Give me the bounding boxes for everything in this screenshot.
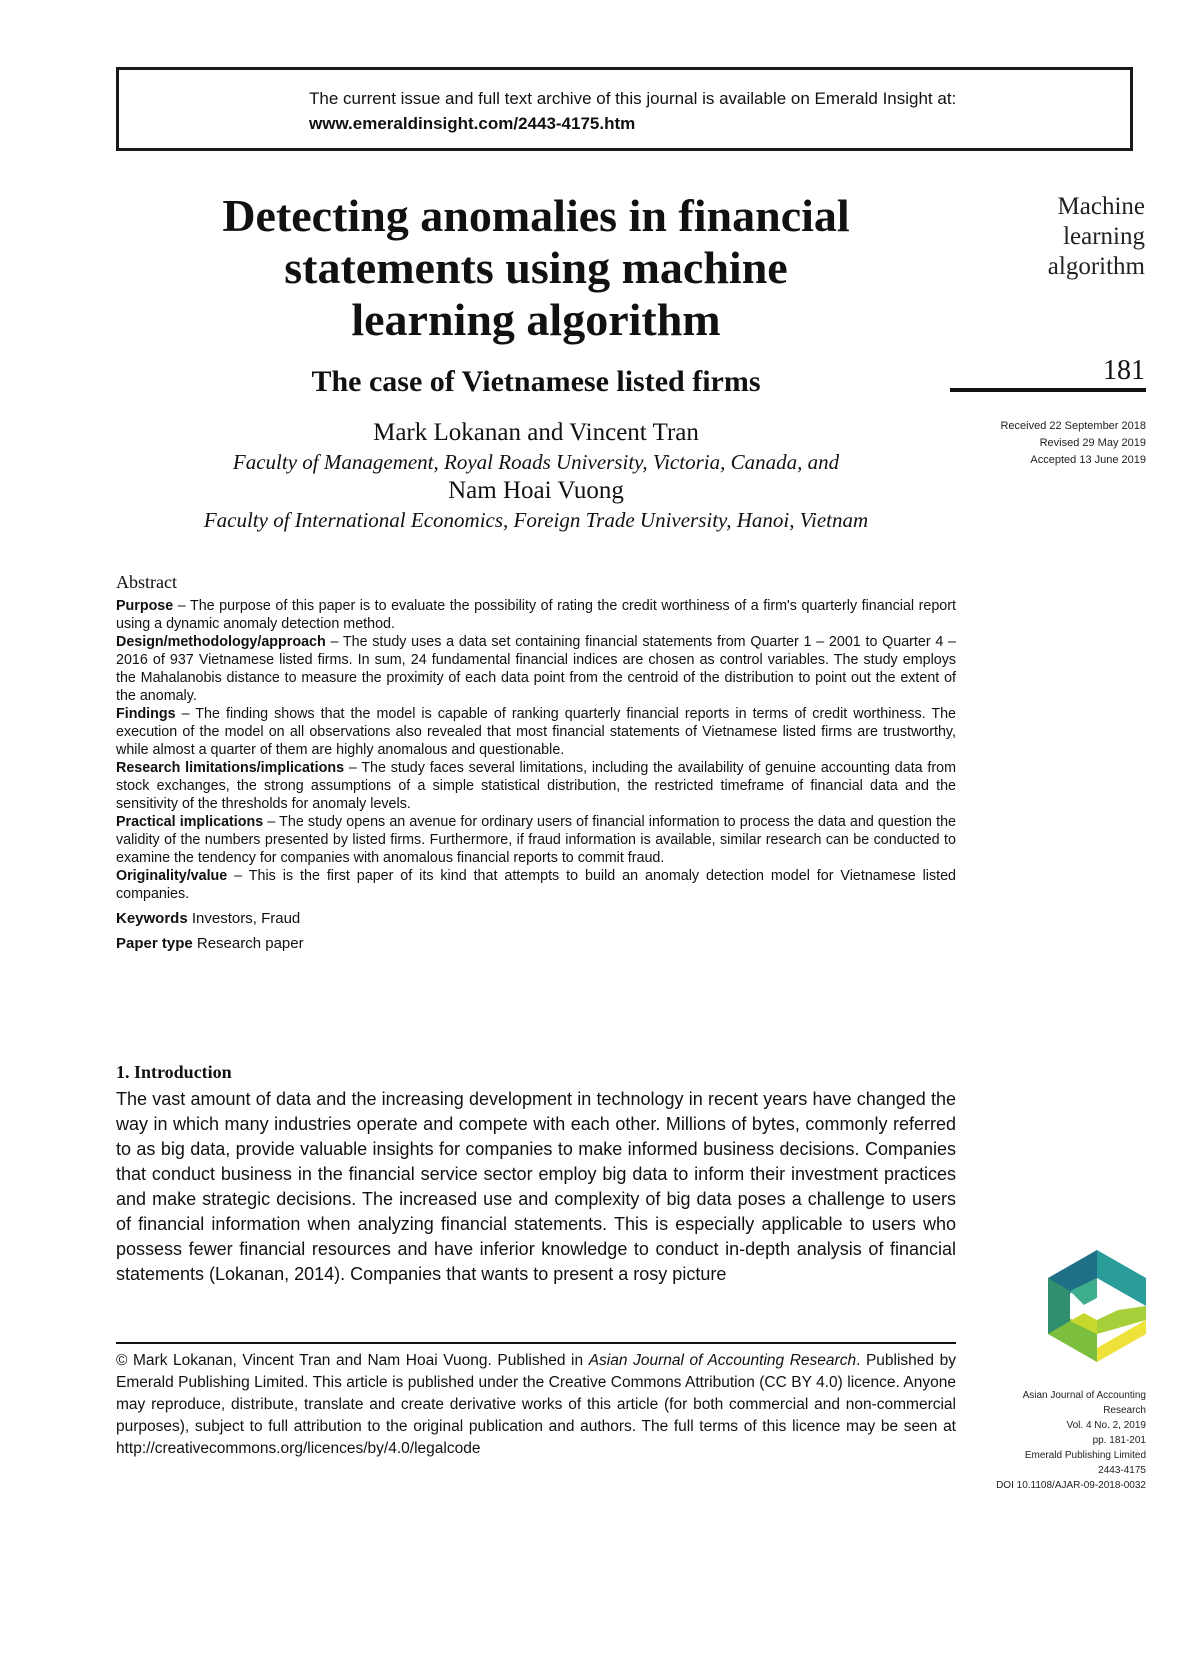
abstract-label: Research limitations/implications <box>116 760 345 776</box>
abstract-purpose <box>116 597 956 633</box>
abstract-text: – The study uses a data set containing financial statements from Quarter 1 – 2001 to Quarter 4 – 2016 of 937 Vietnamese listed firms. In sum, 24 fundamental financial indices are chosen as control variables. The study employs the Mahalanobis distance to measure the proximity of each data point from the centroid of the distribution to point out the extent of the anomaly. <box>116 634 956 704</box>
journal-notice-box <box>116 67 1133 151</box>
journal-notice-text <box>309 86 956 136</box>
section-heading: 1. Introduction <box>116 1062 232 1082</box>
abstract-label: Originality/value <box>116 868 228 884</box>
abstract-label: Design/methodology/approach <box>116 634 326 650</box>
running-head-line: learning <box>1063 223 1145 250</box>
abstract-design <box>116 633 956 705</box>
keywords <box>116 910 956 928</box>
accepted-date: Accepted 13 June 2019 <box>1030 454 1146 466</box>
title-line: learning algorithm <box>351 294 721 345</box>
emerald-logo-icon <box>1048 1250 1146 1362</box>
abstract-limitations <box>116 759 956 813</box>
abstract-findings <box>116 705 956 759</box>
title-block <box>116 190 956 534</box>
doi-link[interactable]: DOI 10.1108/AJAR-09-2018-0032 <box>996 1480 1146 1491</box>
author-affiliation-2: Faculty of International Economics, Foreign Trade University, Hanoi, Vietnam <box>203 508 869 532</box>
journal-info-line: 2443-4175 <box>1098 1465 1146 1476</box>
notice-line: The current issue and full text archive of this journal is available on Emerald Insight at: <box>309 89 957 108</box>
abstract-label: Purpose <box>116 598 174 614</box>
journal-info-line: Asian Journal of Accounting <box>1022 1390 1146 1401</box>
keywords-text: Investors, Fraud <box>187 910 301 927</box>
footnote-rule <box>116 1342 956 1344</box>
journal-info-line: Vol. 4 No. 2, 2019 <box>1066 1420 1146 1431</box>
introduction-paragraph: The vast amount of data and the increasing development in technology in recent years have changed the way in which many industries operate and compete with each other. Millions of bytes, commonly referred to as big data, provide valuable insights for companies to make informed business decisions. Companies that conduct business in the financial service sector employ big data to inform their investment practices and make strategic decisions. The increased use and complexity of big data poses a challenge to users of financial information when analyzing financial statements. This is especially applicable to users who possess fewer financial resources and have inferior knowledge to conduct in-depth analysis of financial statements (Lokanan, 2014). Companies that wants to present a rosy picture <box>116 1089 956 1284</box>
paper-title <box>116 190 956 346</box>
author-names-1: Mark Lokanan and Vincent Tran <box>373 419 699 446</box>
paper-subtitle: The case of Vietnamese listed firms <box>311 365 761 398</box>
abstract-heading: Abstract <box>116 572 177 592</box>
abstract-label: Findings <box>116 706 176 722</box>
abstract-label: Practical implications <box>116 814 264 830</box>
revised-date: Revised 29 May 2019 <box>1039 437 1146 449</box>
margin-rule <box>950 388 1146 392</box>
logo-facet <box>1097 1250 1146 1306</box>
running-head-line: Machine <box>1057 193 1145 220</box>
author-names-2: Nam Hoai Vuong <box>448 477 624 504</box>
abstract-text: – The study faces several limitations, including the availability of genuine accounting data from stock exchanges, the strong assumptions of a simple statistical distribution, the restricted timeframe of financial data and the sensitivity of the thresholds for anomaly levels. <box>116 760 956 812</box>
abstract-originality <box>116 867 956 903</box>
paper-type-label: Paper type <box>116 935 193 952</box>
running-head <box>990 192 1145 282</box>
journal-name-italic: Asian Journal of Accounting Research <box>588 1352 857 1369</box>
journal-info-line: Emerald Publishing Limited <box>1024 1450 1146 1461</box>
abstract-text: – This is the first paper of its kind that attempts to build an anomaly detection model for Vietnamese listed companies. <box>116 868 956 902</box>
abstract-text: – The finding shows that the model is capable of ranking quarterly financial reports in terms of credit worthiness. The execution of the model on all observations also revealed that most financial statements of Vietnamese listed firms are trustworthy, while almost a quarter of them are highly anomalous and questionable. <box>116 706 956 758</box>
abstract-section <box>116 573 956 953</box>
introduction-section <box>116 1062 956 1287</box>
paper-type-text: Research paper <box>192 935 304 952</box>
history-dates <box>950 418 1146 469</box>
paper-type <box>116 935 956 953</box>
received-date: Received 22 September 2018 <box>1000 420 1146 432</box>
title-line: statements using machine <box>284 242 788 293</box>
footnote-text: © Mark Lokanan, Vincent Tran and Nam Hoai Vuong. Published in <box>116 1352 589 1369</box>
footnote-text: . Published by Emerald Publishing Limited. This article is published under the Creative Commons Attribution (CC BY 4.0) licence. Anyone may reproduce, distribute, translate and create derivative works of this article (for both commercial and non-commercial purposes), subject to full attribution to the original publication and authors. The full terms of this licence may be seen at http://creativecommons.org/licences/by/4.0/legalcode <box>116 1352 956 1457</box>
journal-info-line: Research <box>1103 1405 1146 1416</box>
journal-info-line: pp. 181-201 <box>1092 1435 1146 1446</box>
title-line: Detecting anomalies in financial <box>222 190 850 241</box>
abstract-text: – The purpose of this paper is to evaluate the possibility of rating the credit worthiness of a firm's quarterly financial report using a dynamic anomaly detection method. <box>116 598 956 632</box>
page-number: 181 <box>1103 355 1145 386</box>
author-affiliation-1: Faculty of Management, Royal Roads University, Victoria, Canada, and <box>232 450 840 474</box>
abstract-text: – The study opens an avenue for ordinary users of financial information to process the data and question the validity of the numbers presented by listed firms. Furthermore, if fraud information is available, similar research can be conducted to examine the tendency for companies with anomalous financial reports to commit fraud. <box>116 814 956 866</box>
keywords-label: Keywords <box>116 910 188 927</box>
journal-citation-block <box>950 1388 1146 1493</box>
copyright-footnote <box>116 1350 956 1460</box>
notice-url-link[interactable]: www.emeraldinsight.com/2443-4175.htm <box>309 114 636 133</box>
abstract-practical <box>116 813 956 867</box>
running-head-line: algorithm <box>1047 253 1145 280</box>
